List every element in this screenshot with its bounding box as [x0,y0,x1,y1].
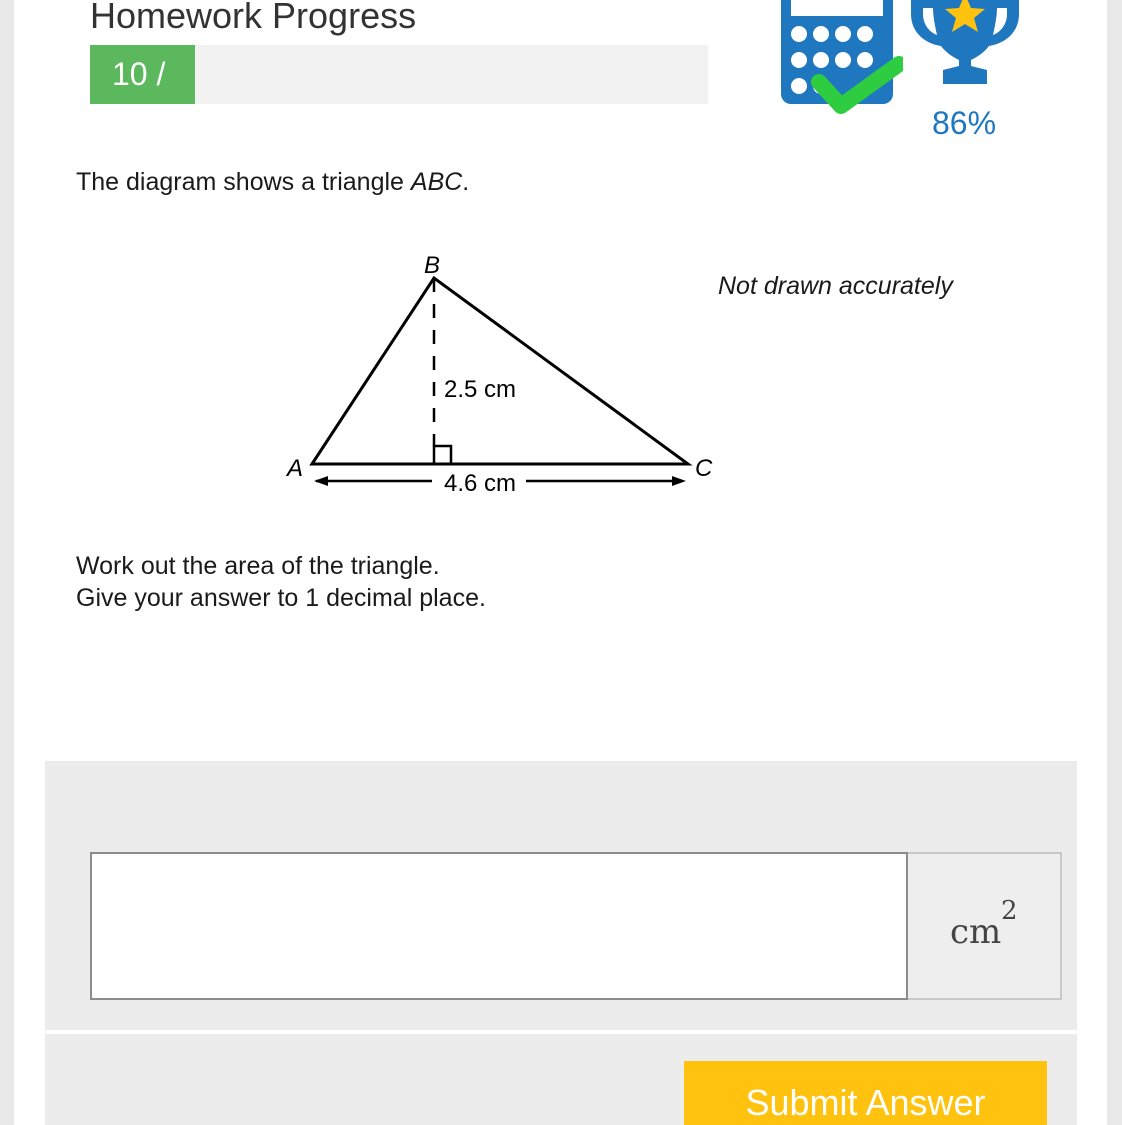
submit-panel [45,1034,1077,1125]
score-percentage: 86% [931,105,997,141]
height-label: 2.5 cm [444,376,517,403]
task-line-2: Give your answer to 1 decimal place. [76,584,486,612]
question-task [76,550,486,614]
unit-text: cm [950,912,1002,952]
arrowhead-right [672,476,686,486]
progress-fill: 10 / [90,45,195,104]
question-intro: The diagram shows a triangle ABC. [76,168,470,196]
calculator-allowed-icon [781,0,903,120]
base-label: 4.6 cm [444,470,517,497]
arrowhead-left [314,476,328,486]
vertex-label-b: B [424,252,441,279]
triangle-diagram [264,246,724,506]
task-line-1: Work out the area of the triangle. [76,552,440,580]
not-drawn-accurately-note: Not drawn accurately [718,272,953,300]
trophy-icon [907,0,1023,88]
unit-label-box [908,852,1062,1000]
answer-panel [45,761,1077,1030]
triangle-abc [312,278,688,464]
submit-answer-button[interactable]: Submit Answer [684,1061,1047,1125]
unit-power: 2 [1001,896,1018,926]
homework-page [14,0,1107,1125]
right-angle-marker [434,446,451,464]
homework-progress-title: Homework Progress [90,0,417,36]
answer-input[interactable] [90,852,908,1000]
homework-progress-bar [90,45,708,104]
vertex-label-a: A [287,455,304,482]
vertex-label-c: C [695,455,713,482]
